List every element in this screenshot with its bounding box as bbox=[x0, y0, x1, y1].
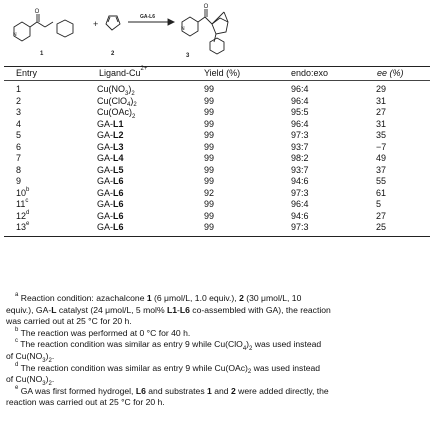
footnote-a-cont2: was carried out at 25 °C for 20 h. bbox=[6, 316, 132, 327]
table-row bbox=[4, 176, 430, 188]
cell-yield: 99 bbox=[204, 210, 215, 221]
footnote-c: $^c$ The reaction condition was similar as entry 9 while $Cu(ClO_4)_2$ was used instead bbox=[15, 338, 322, 352]
cell-ee: 27 bbox=[376, 107, 387, 117]
cell-entry: 5 bbox=[16, 130, 22, 140]
table-row bbox=[4, 153, 430, 165]
cell-entry: 1 bbox=[16, 84, 22, 94]
footnote-a: $^a$ Reaction condition: azachalcone 1 (6 μmol/L, 1.0 equiv.), 2 (30 μmol/L, 10 bbox=[15, 292, 302, 303]
footnote-d: $^d$ The reaction condition was similar as entry 9 while $Cu(OAc)_2$ was used instead bbox=[15, 361, 321, 376]
cell-yield: 99 bbox=[204, 95, 215, 106]
plus-sign: + bbox=[93, 19, 99, 29]
cell-yield: 99 bbox=[204, 199, 215, 209]
cell-ee: −7 bbox=[376, 141, 387, 152]
cell-ee: 37 bbox=[376, 164, 387, 175]
table-row bbox=[4, 188, 430, 200]
table-bottom-rule bbox=[4, 236, 430, 237]
table-body bbox=[4, 84, 430, 234]
cell-endo-exo: 97:3 bbox=[291, 222, 309, 232]
cell-endo-exo: 97:3 bbox=[291, 130, 309, 140]
azachalcone-structure bbox=[14, 14, 73, 41]
cell-ee: 29 bbox=[376, 84, 387, 94]
cell-endo-exo: 96:4 bbox=[291, 118, 309, 129]
cell-yield: 99 bbox=[204, 153, 215, 163]
cell-entry: 3 bbox=[16, 107, 22, 117]
footnote-e-cont: reaction was carried out at 25 °C for 20 h. bbox=[6, 397, 165, 408]
cell-endo-exo: 95:5 bbox=[291, 107, 309, 117]
cell-ligand: GA-L6 bbox=[97, 187, 124, 198]
cell-ligand: GA-L2 bbox=[97, 130, 124, 140]
svg-text:O: O bbox=[34, 9, 40, 15]
cell-entry: 13e bbox=[16, 221, 30, 232]
footnote-c-cont: of $Cu(NO_3)_2$. bbox=[6, 350, 55, 364]
table-row bbox=[4, 107, 430, 119]
cell-yield: 99 bbox=[204, 118, 215, 129]
header-endo-exo: endo:exo bbox=[291, 68, 329, 78]
cell-ee: 49 bbox=[376, 153, 387, 163]
cell-ligand: GA-L4 bbox=[97, 153, 124, 163]
cell-endo-exo: 93:7 bbox=[291, 141, 309, 152]
table-row bbox=[4, 84, 430, 96]
cell-ligand: GA-L1 bbox=[97, 118, 124, 129]
cell-endo-exo: 96:4 bbox=[291, 95, 309, 106]
table-row bbox=[4, 130, 430, 142]
cell-yield: 99 bbox=[204, 222, 215, 232]
cell-ee: 31 bbox=[376, 95, 387, 106]
cell-ee: 35 bbox=[376, 130, 387, 140]
header-ee: ee (%) bbox=[377, 68, 404, 78]
cell-ee: 31 bbox=[376, 118, 387, 129]
cell-ligand: GA-L6 bbox=[97, 210, 124, 221]
results-table bbox=[4, 66, 430, 237]
table-row bbox=[4, 119, 430, 131]
cell-entry: 2 bbox=[16, 95, 22, 106]
reaction-scheme bbox=[0, 0, 434, 64]
cell-ee: 55 bbox=[376, 176, 387, 186]
cell-yield: 99 bbox=[204, 107, 215, 117]
cell-entry: 4 bbox=[16, 118, 22, 129]
footnotes bbox=[6, 293, 430, 409]
footnote-e: $^e$ GA was first formed hydrogel, L6 and substrates 1 and 2 were added directly, the bbox=[15, 384, 329, 396]
footnote-d-cont: of $Cu(NO_3)_2$. bbox=[6, 374, 55, 387]
cell-endo-exo: 97:3 bbox=[291, 187, 309, 198]
product-label: 3 bbox=[186, 53, 190, 59]
header-entry: Entry bbox=[16, 68, 38, 78]
cell-ee: 25 bbox=[376, 222, 387, 232]
table-row bbox=[4, 165, 430, 177]
cell-yield: 92 bbox=[204, 187, 215, 198]
cell-endo-exo: 94:6 bbox=[291, 210, 309, 221]
cell-entry: 12$^d$ bbox=[16, 209, 30, 221]
cell-yield: 99 bbox=[204, 176, 215, 186]
cell-endo-exo: 94:6 bbox=[291, 176, 309, 186]
cell-ee: 61 bbox=[376, 187, 387, 198]
cell-yield: 99 bbox=[204, 130, 215, 140]
cell-ligand: GA-L6 bbox=[97, 199, 124, 209]
cell-endo-exo: 96:4 bbox=[291, 84, 309, 94]
cell-ligand: GA-L5 bbox=[97, 164, 124, 175]
cell-endo-exo: 93:7 bbox=[291, 164, 309, 175]
cell-entry: 8 bbox=[16, 164, 22, 175]
cell-entry: 7 bbox=[16, 153, 22, 163]
table-row bbox=[4, 222, 430, 234]
reagent-2-label: 2 bbox=[111, 51, 115, 57]
product-structure bbox=[182, 9, 228, 54]
table-row bbox=[4, 142, 430, 154]
cyclopentadiene-structure bbox=[106, 16, 120, 30]
svg-text:N: N bbox=[181, 26, 185, 32]
header-yield: Yield (%) bbox=[204, 68, 241, 78]
cell-ee: 27 bbox=[376, 210, 387, 221]
cell-ligand: GA-L3 bbox=[97, 141, 124, 152]
cell-endo-exo: 98:2 bbox=[291, 153, 309, 163]
cell-yield: 99 bbox=[204, 164, 215, 175]
footnote-a-cont: equiv.), GA-L catalyst (24 μmol/L, 5 mol% L1-L6 co-assembled with GA), the reaction bbox=[6, 304, 331, 315]
cell-ligand: $Cu(ClO_4)_2$ bbox=[97, 95, 137, 108]
table-header-row bbox=[4, 67, 430, 80]
table-row bbox=[4, 199, 430, 211]
cell-ligand: GA-L6 bbox=[97, 176, 124, 186]
cell-ligand: GA-L6 bbox=[97, 222, 124, 232]
header-ligand: Ligand-$Cu^{2+}$ bbox=[99, 66, 148, 78]
svg-text:O: O bbox=[203, 4, 209, 10]
cell-yield: 99 bbox=[204, 84, 215, 94]
cell-entry: 6 bbox=[16, 141, 22, 152]
cell-ligand: $Cu(NO_3)_2$ bbox=[97, 84, 135, 97]
cell-yield: 99 bbox=[204, 141, 215, 152]
cell-entry: 11$^c$ bbox=[16, 198, 29, 209]
cell-endo-exo: 96:4 bbox=[291, 199, 309, 209]
cell-ligand: $Cu(OAc)_2$ bbox=[97, 107, 136, 120]
svg-text:N: N bbox=[13, 32, 17, 38]
cell-entry: 10$^b$ bbox=[16, 186, 30, 198]
footnote-b: $^b$ The reaction was performed at 0 °C for 40 h. bbox=[15, 326, 191, 338]
catalyst-label: GA-L6 bbox=[140, 14, 155, 20]
reagent-1-label: 1 bbox=[40, 51, 44, 57]
cell-entry: 9 bbox=[16, 176, 22, 186]
table-row bbox=[4, 96, 430, 108]
table-row bbox=[4, 211, 430, 223]
cell-ee: 5 bbox=[376, 199, 382, 209]
